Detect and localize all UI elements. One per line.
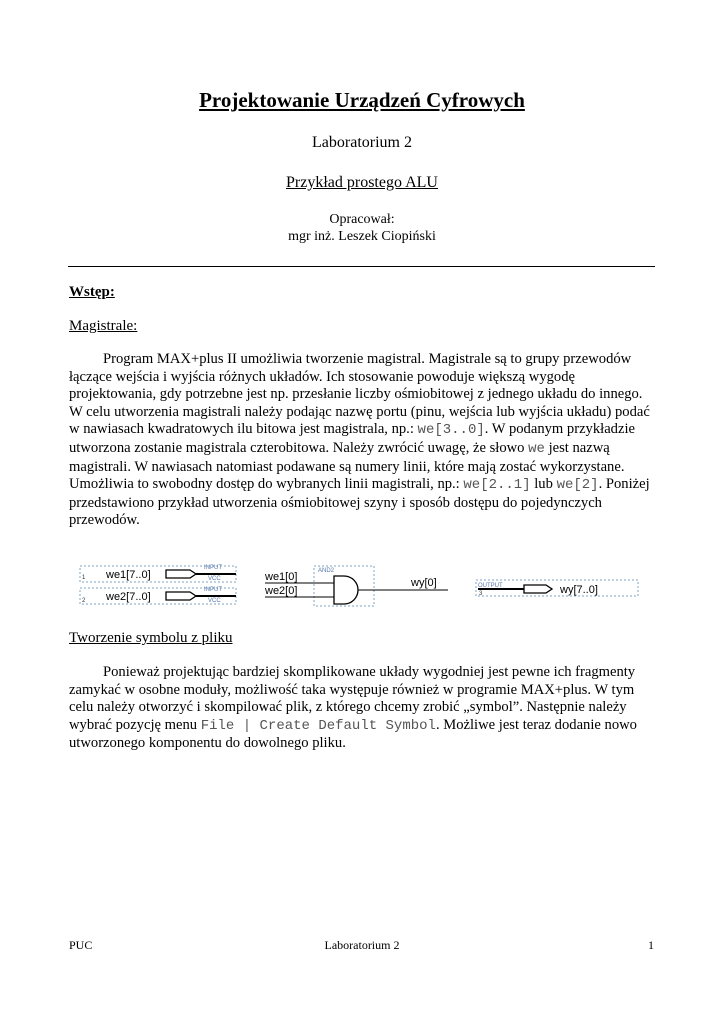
output-name: wy[7..0] [560, 584, 598, 596]
input-1-tag: INPUT [204, 565, 222, 571]
input-1-name: we1[7..0] [106, 569, 151, 581]
symbol-text-1: Ponieważ projektując bardziej skomplikowane układy wygodniej jest pewne ich fragmenty zamykać w osobne moduły, możliwość taka występuje również w programie MAX+plus. W tym celu należy otworzyć i skompilować plik, z którego chcemy zrobić „symbol”. Następnie należy wybrać pozycję menu [69, 664, 636, 733]
bus-schematic-figure [78, 560, 648, 612]
page-number: 1 [648, 938, 654, 952]
symbol-text-2: . Możliwe jest teraz dodanie nowo utworzonego komponentu do dowolnego pliku. [69, 716, 637, 752]
document-title: Projektowanie Urządzeń Cyfrowych [199, 88, 525, 112]
and-input-1-label: we1[0] [265, 571, 298, 583]
and-output-label: wy[0] [411, 577, 437, 589]
author-name: mgr inż. Leszek Ciopiński [288, 229, 436, 244]
input-pin-1 [80, 565, 236, 582]
symbol-heading: Tworzenie symbolu z pliku [69, 630, 233, 646]
input-2-vcc: VCC [208, 598, 221, 604]
buses-heading: Magistrale: [69, 318, 138, 334]
title-divider [68, 266, 655, 267]
buses-text-2: . W podanym przykładzie utworzona zostanie magistrala czterobitowa. Należy zwrócić uwagę, że słowo [69, 421, 635, 456]
buses-code-3: we[2..1] [463, 477, 531, 494]
buses-code-4: we[2] [556, 477, 599, 494]
buses-code-2: we [528, 440, 545, 457]
input-pin-2 [80, 587, 236, 604]
buses-text-5: . Poniżej przedstawiono przykład utworzenia ośmiobitowej szyny i sposób dostępu do pojedynczych przewodów. [69, 476, 650, 529]
and-gate-label: AND2 [318, 568, 335, 574]
input-1-vcc: VCC [208, 576, 221, 582]
footer-left: PUC [69, 938, 93, 952]
buses-paragraph [69, 351, 659, 530]
input-1-number: 1 [82, 575, 86, 581]
buses-code-1: we[3..0] [417, 422, 485, 439]
buses-text-3: jest nazwą magistrali. W nawiasach natomiast podawane są numery linii, które mają zostać wykorzystane. Umożliwia to swobodny dostęp do wybranych linii magistrali, np.: [69, 439, 625, 493]
buses-text-1: Program MAX+plus II umożliwia tworzenie magistral. Magistrale są to grupy przewodów łączące wejścia i wyjścia różnych układów. Ich stosowanie powoduje większą wygodę projektowania, gdy potrzebne jest np. przesłanie liczby ośmiobitowej z jednego układu do innego. W celu utworzenia magistrali należy podając nazwę portu (pinu, wejścia lub wyjścia układu) podać w nawiasach kwadratowych ilu bitowa jest magistrala, np.: [69, 351, 650, 438]
lab-number: Laboratorium 2 [312, 134, 412, 151]
input-2-number: 2 [82, 598, 86, 604]
footer-center: Laboratorium 2 [324, 938, 400, 952]
symbol-menu-path: File | Create Default Symbol [200, 717, 436, 734]
output-tag: OUTPUT [478, 583, 503, 589]
buses-text-4: lub [530, 476, 557, 493]
symbol-paragraph [69, 664, 659, 753]
intro-heading: Wstęp: [69, 284, 115, 300]
prepared-by-label: Opracował: [329, 212, 395, 227]
output-number: 3 [479, 591, 483, 597]
output-pin [476, 580, 638, 597]
input-2-tag: INPUT [204, 587, 222, 593]
input-2-name: we2[7..0] [106, 591, 151, 603]
and-gate [264, 566, 448, 606]
document-subtitle: Przykład prostego ALU [286, 174, 438, 191]
and-input-2-label: we2[0] [265, 585, 298, 597]
